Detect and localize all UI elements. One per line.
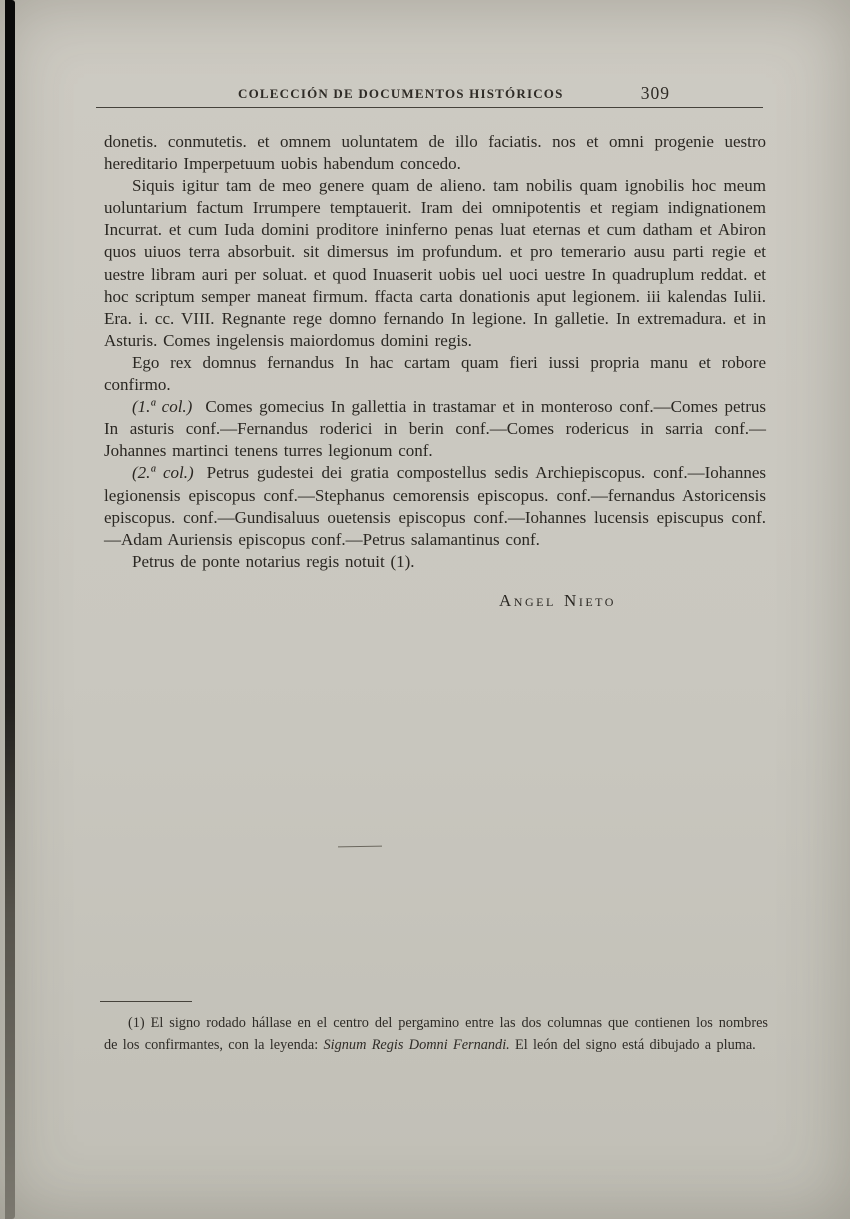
footnote-rule [100,1001,192,1002]
footnote-text-start: (1) El signo rodado hállase en el centro del pergamino entre las dos columnas que contienen los nombres de los confirmantes, con la leyenda: [104,1015,768,1053]
header-rule [96,107,763,108]
author-signature: Angel Nieto [499,590,616,610]
column-label-1: (1.ª col.) [132,397,193,417]
document-body [104,131,766,612]
page-header [104,83,766,108]
paragraph-notary-line: Petrus de ponte notarius regis notuit (1). [132,551,415,571]
running-head-title: COLECCIÓN DE DOCUMENTOS HISTÓRICOS [238,86,564,101]
footnote [104,1012,768,1056]
binding-shadow [5,0,15,1219]
decorative-dash [338,846,382,848]
paragraph-royal-confirmation: Ego rex domnus fernandus In hac cartam quam fieri iussi propria manu et robore confirmo. [104,352,766,395]
column-label-2: (2.ª col.) [132,463,194,483]
footnote-italic-citation: Signum Regis Domni Fernandi. [323,1037,510,1053]
paragraph-first-column-confirmants [104,396,766,462]
paragraph-text: Comes gomecius In gallettia in trastamar et in monteroso conf.—Comes petrus In asturis conf.—Fernandus roderici in berin conf.—Comes rodericus in sarria conf.—Johannes martinci tenens turres legionum conf. [104,397,766,461]
paragraph-continuation: donetis. conmutetis. et omnem uoluntatem de illo faciatis. nos et omni progenie uestro hereditario Imperpetuum uobis habendum concedo. [104,132,766,174]
paragraph-sanction-clause: Siquis igitur tam de meo genere quam de alieno. tam nobilis quam ignobilis hoc meum uoluntarium factum Irrumpere temptauerit. Iram dei omnipotentis et regiam indignationem Incurrat. et cum Iuda domini proditore ininferno penas luat eternas et cum datham et Abiron quos uiuos terra absorbuit. sit dimersus im profundum. et pro temerario ausu parti regie et uestre libram auri per soluat. et quod Inuaserit uobis uel uoci uestre In quadruplum reddat. et hoc scriptum semper maneat firmum. ffacta carta donationis aput legionem. iii kalendas Iulii. Era. i. cc. VIII. Regnante rege domno fernando In legione. In galletie. In extremadura. et in Asturis. Comes ingelensis maiordomus domini regis. [104,176,766,350]
page-number: 309 [640,83,670,103]
footnote-text-end: El león del signo está dibujado a pluma. [509,1037,756,1053]
paragraph-second-column-confirmants [104,462,766,550]
paragraph-text: Petrus gudestei dei gratia compostellus sedis Archiepiscopus. conf.—Iohannes legionensis episcopus conf.—Stephanus cemorensis episcopus. conf.—fernandus Astoricensis episcopus. conf.—Gundisaluus ouetensis episcopus conf.—Iohannes lucensis episcupus conf.—Adam Auriensis episcopus conf.—Petrus salamantinus conf. [104,463,766,549]
